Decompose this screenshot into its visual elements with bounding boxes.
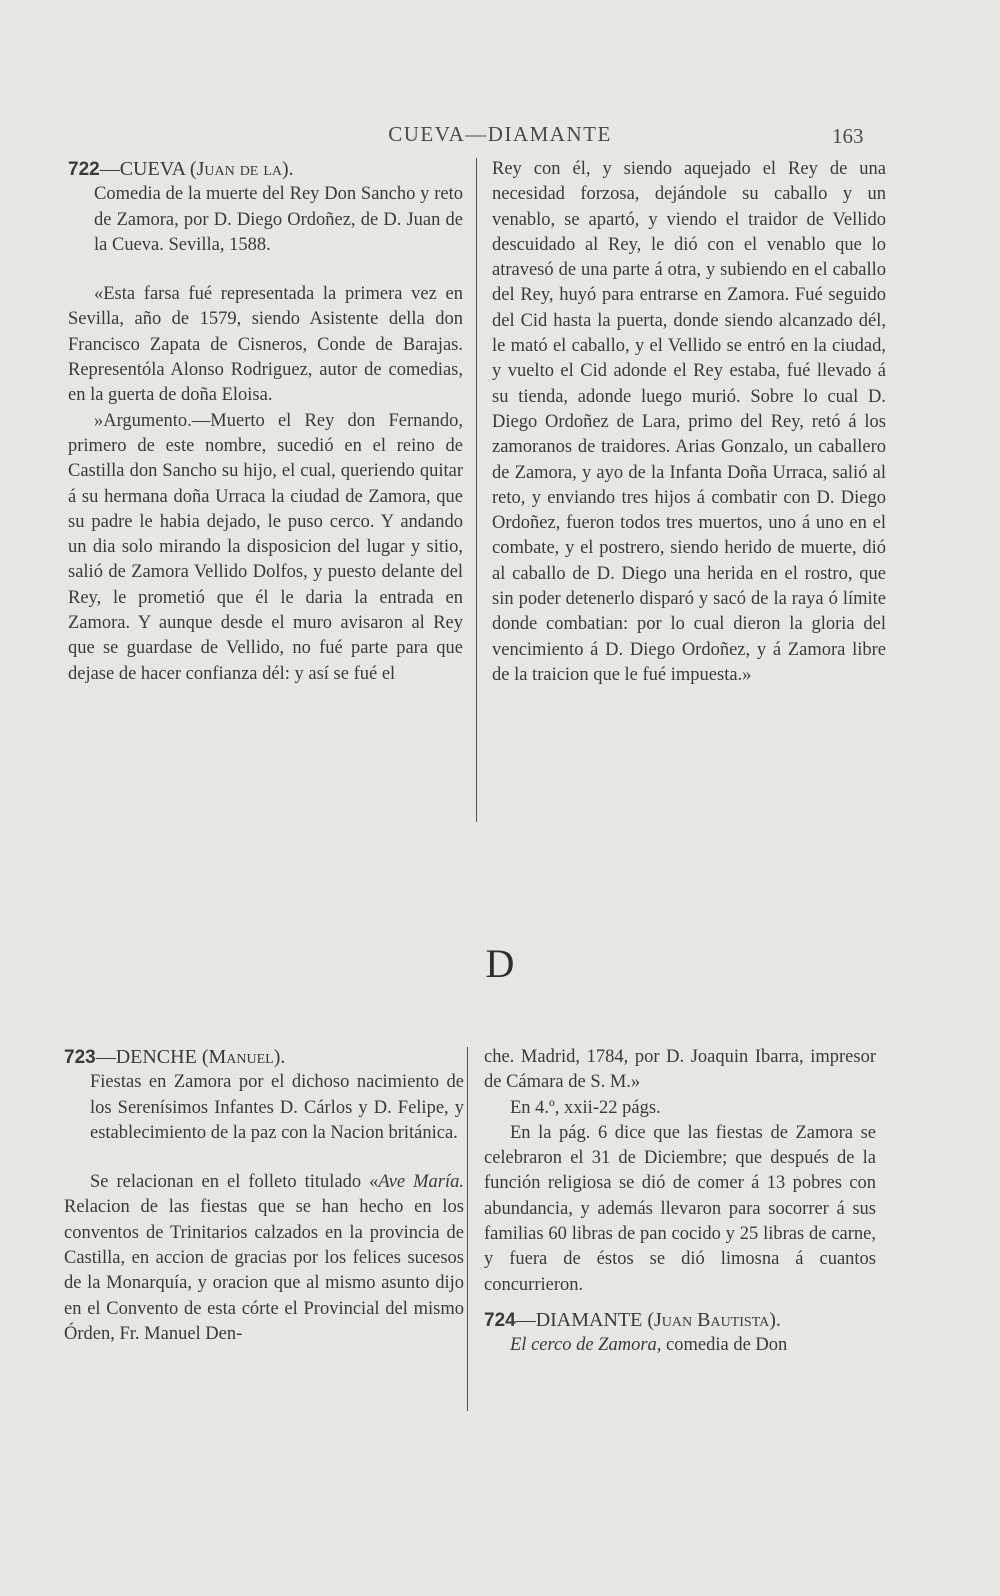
entry-723-note-continuation: che. Madrid, 1784, por D. Joaquin Ibarra, impresor de Cámara de S. M.» <box>484 1047 876 1093</box>
entry-number: 723 <box>64 1047 96 1068</box>
column-divider-top <box>476 158 477 822</box>
entry-722-column-left <box>68 157 463 687</box>
entry-723-heading <box>64 1045 464 1070</box>
entry-723-note-italic: Ave María. <box>378 1172 464 1193</box>
entry-722-heading <box>68 157 463 182</box>
entry-given-name: (Juan Bautista). <box>647 1308 781 1331</box>
entry-723-note <box>64 1170 464 1347</box>
entry-surname: DIAMANTE <box>535 1308 643 1331</box>
entry-number: 722 <box>68 159 100 180</box>
section-letter-heading: D <box>485 941 515 986</box>
entry-surname: CUEVA <box>119 158 185 180</box>
entry-number: 724 <box>484 1309 516 1331</box>
entry-722-column-right <box>492 157 886 688</box>
entry-surname: DENCHE <box>115 1046 197 1068</box>
entry-722-note-continuation: Rey con él, y siendo aquejado el Rey de una necesidad forzosa, dejándole su caballo y un venablo, se apartó, y viendo el traidor de Vellido descuidado al Rey, le dió con el venablo que lo atravesó de una parte á otra, y subiendo en el caballo del Rey, huyó para entrarse en Zamora. Fué seguido del Cid hasta la puerta, donde siendo alcanzado dél, le mató el caballo, y el Vellido se entró en la ciudad, y vuelto el Cid adonde el Rey estaba, fué llevado á su tienda, adonde luego murió. Sobre lo cual D. Diego Ordoñez de Lara, primo del Rey, retó á los zamoranos de traidores. Arias Gonzalo, un caballero de Zamora, y ayo de la Infanta Doña Urraca, salió al reto, y enviando tres hijos á combatir con D. Diego Ordoñez, fueron todos tres muertos, uno á uno en el combate, y el postrero, siendo herido de muerte, dió al caballo de D. Diego una herida en el rostro, que sin poder detenerlo disparó y sacó de la raya ó límite donde combatian: por lo cual dieron la gloria del vencimiento á D. Diego Ordoñez, y á Zamora libre de la traicion que le fué impuesta.» <box>492 159 886 685</box>
entry-723-format: En 4.º, xxii-22 págs. <box>510 1097 661 1118</box>
entry-dash: — <box>95 1046 116 1068</box>
entry-722-note-paragraph-1: «Esta farsa fué representada la primera vez en Sevilla, año de 1579, siendo Asistente della don Francisco Zapata de Cisneros, Conde de Barajas. Representóla Alonso Rodriguez, autor de comedias, en la guerta de doña Eloisa. <box>68 284 463 406</box>
running-head: CUEVA—DIAMANTE <box>388 122 612 146</box>
entry-722-note-paragraph-2: »Argumento.—Muerto el Rey don Fernando, primero de este nombre, sucedió en el reino de Castilla don Sancho su hijo, el cual, queriendo quitar á su hermana doña Urraca la ciudad de Zamora, que su padre le habia dejado, le puso cerco. Y andando un dia solo mirando la disposicion del lugar y sitio, salió de Zamora Vellido Dolfos, y puesto delante del Rey, le prometió que él le daria la entrada en Zamora. Y aunque desde el muro avisaron al Rey que se guardase de Vellido, no fué parte para que dejase de hacer confianza dél: y así se fué el <box>68 410 463 684</box>
entry-723-column-left <box>64 1045 464 1347</box>
column-divider-bottom <box>467 1047 468 1411</box>
entry-724-title-italic: El cerco de Zamora, <box>510 1335 662 1356</box>
entry-given-name: (Manuel). <box>201 1046 286 1068</box>
entry-724-title-rest: comedia de Don <box>661 1335 788 1356</box>
entry-723-description: En la pág. 6 dice que las fiestas de Zamora se celebraron el 31 de Diciembre; que después de la función religiosa se dió de comer á 13 pobres con abundancia, y además llevaron para socorrer á sus familias 60 libras de pan cocido y 25 libras de carne, y fuera de éstos se dió limosna á cuantos concurrieron. <box>484 1122 876 1295</box>
entry-dash: — <box>515 1308 536 1331</box>
entry-given-name: (Juan de la). <box>189 158 294 180</box>
entry-723-note-rest: Relacion de las fiestas que se han hecho en los conventos de Trinitarios calzados en la provincia de Castilla, en accion de gracias por los felices sucesos de la Monarquía, y oracion que al mismo asunto dijo en el Convento de esta córte el Provincial del mismo Órden, Fr. Manuel Den- <box>64 1197 464 1344</box>
entry-724-heading <box>484 1308 876 1333</box>
entry-723-column-right <box>484 1045 876 1359</box>
entry-dash: — <box>99 158 120 180</box>
entry-723-title: Fiestas en Zamora por el dichoso nacimiento de los Serenísimos Infantes D. Cárlos y D. Felipe, y establecimiento de la paz con la Nacion británica. <box>90 1072 464 1143</box>
page-number: 163 <box>832 124 864 148</box>
entry-724-title <box>484 1333 876 1358</box>
entry-723-note-intro: Se relacionan en el folleto titulado « <box>90 1172 379 1193</box>
entry-722-title: Comedia de la muerte del Rey Don Sancho y reto de Zamora, por D. Diego Ordoñez, de D. Juan de la Cueva. Sevilla, 1588. <box>94 184 463 255</box>
